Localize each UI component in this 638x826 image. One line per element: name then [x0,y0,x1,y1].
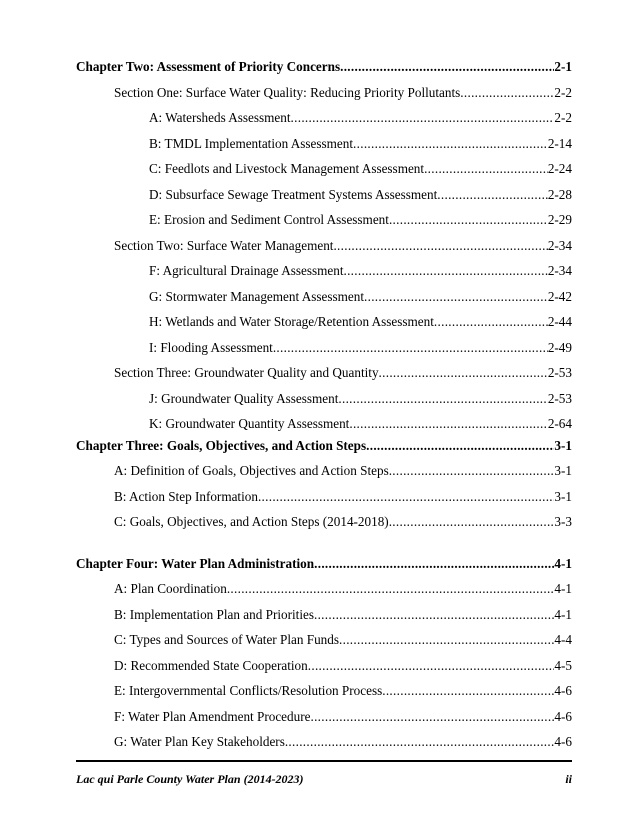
toc-entry-title: H: Wetlands and Water Storage/Retention Assessment [149,314,434,329]
toc-dot-leader [424,160,548,178]
toc-dot-leader [333,237,547,255]
toc-entry-page: 2-64 [547,416,572,431]
toc-entry-title: F: Water Plan Amendment Procedure [114,709,311,724]
toc-entry-title: E: Intergovernmental Conflicts/Resolution Process [114,683,383,698]
toc-dot-leader [437,186,548,204]
toc-chapter-entry[interactable] [76,58,572,76]
toc-subsection-entry[interactable] [149,135,572,153]
toc-entry-title: A: Definition of Goals, Objectives and Action Steps [114,463,389,478]
toc-dot-leader [389,462,555,480]
toc-dot-leader [308,657,555,675]
toc-dot-leader [314,555,554,573]
toc-entry-title: G: Water Plan Key Stakeholders [114,734,285,749]
toc-entry-title: Chapter Two: Assessment of Priority Concerns [76,59,341,74]
toc-subsection-entry[interactable] [149,339,572,357]
toc-entry-page: 2-34 [547,238,572,253]
toc-chapter-entry[interactable] [76,437,572,455]
toc-dot-leader [460,84,554,102]
toc-entry-title: Section Three: Groundwater Quality and Quantity [114,365,379,380]
toc-dot-leader [314,606,554,624]
toc-entry-title: I: Flooding Assessment [149,340,273,355]
toc-entry-title: G: Stormwater Management Assessment [149,289,364,304]
footer-divider [76,760,572,762]
toc-section-entry[interactable] [114,631,572,649]
toc-entry-page: 3-1 [554,489,572,504]
toc-dot-leader [273,339,548,357]
toc-dot-leader [389,211,548,229]
toc-entry-page: 2-44 [547,314,572,329]
toc-entry-page: 2-28 [547,187,572,202]
toc-entry-title: D: Subsurface Sewage Treatment Systems Assessment [149,187,438,202]
toc-entry-page: 4-1 [554,581,572,596]
toc-entry-title: A: Plan Coordination [114,581,227,596]
toc-section-entry[interactable] [114,580,572,598]
toc-entry-page: 4-1 [554,556,572,571]
toc-entry-title: D: Recommended State Cooperation [114,658,308,673]
toc-entry-page: 2-2 [554,110,572,125]
toc-dot-leader [382,682,554,700]
toc-subsection-entry[interactable] [149,313,572,331]
toc-entry-page: 2-1 [554,59,572,74]
toc-dot-leader [349,415,547,433]
toc-dot-leader [310,708,554,726]
toc-entry-title: J: Groundwater Quality Assessment [149,391,339,406]
toc-chapter-entry[interactable] [76,555,572,573]
toc-entry-page: 2-24 [547,161,572,176]
toc-subsection-entry[interactable] [149,262,572,280]
toc-entry-page: 2-49 [547,340,572,355]
toc-section-entry[interactable] [114,657,572,675]
toc-entry-title: F: Agricultural Drainage Assessment [149,263,344,278]
toc-dot-leader [353,135,548,153]
toc-subsection-entry[interactable] [149,109,572,127]
toc-subsection-entry[interactable] [149,415,572,433]
toc-section-entry[interactable] [114,733,572,751]
toc-entry-page: 4-6 [554,683,572,698]
toc-section-entry[interactable] [114,84,572,102]
toc-section-entry[interactable] [114,237,572,255]
toc-subsection-entry[interactable] [149,160,572,178]
toc-entry-page: 4-4 [554,632,572,647]
page-footer [76,770,572,788]
toc-entry-page: 3-3 [554,514,572,529]
toc-dot-leader [339,631,554,649]
toc-section-entry[interactable] [114,708,572,726]
toc-entry-title: Chapter Three: Goals, Objectives, and Action Steps [76,438,367,453]
toc-entry-page: 4-1 [554,607,572,622]
toc-entry-title: Section One: Surface Water Quality: Reducing Priority Pollutants [114,85,461,100]
toc-entry-page: 3-1 [554,438,572,453]
toc-entry-page: 2-53 [547,391,572,406]
toc-dot-leader [227,580,555,598]
toc-section-entry[interactable] [114,682,572,700]
toc-entry-title: C: Goals, Objectives, and Action Steps (2014-2018) [114,514,389,529]
toc-entry-title: B: TMDL Implementation Assessment [149,136,354,151]
footer-page-number: ii [565,771,572,786]
toc-dot-leader [258,488,554,506]
toc-entry-title: C: Feedlots and Livestock Management Assessment [149,161,425,176]
toc-dot-leader [366,437,554,455]
toc-dot-leader [340,58,554,76]
toc-subsection-entry[interactable] [149,211,572,229]
toc-entry-page: 2-29 [547,212,572,227]
footer-title: Lac qui Parle County Water Plan (2014-2023) [76,771,304,786]
toc-dot-leader [285,733,555,751]
toc-dot-leader [291,109,555,127]
toc-section-entry[interactable] [114,462,572,480]
toc-entry-page: 2-53 [547,365,572,380]
toc-section-entry[interactable] [114,513,572,531]
toc-subsection-entry[interactable] [149,186,572,204]
toc-entry-title: C: Types and Sources of Water Plan Funds [114,632,339,647]
toc-entry-page: 4-6 [554,709,572,724]
toc-entry-title: K: Groundwater Quantity Assessment [149,416,350,431]
toc-entry-title: E: Erosion and Sediment Control Assessment [149,212,389,227]
toc-dot-leader [343,262,547,280]
toc-dot-leader [364,288,548,306]
toc-dot-leader [389,513,555,531]
toc-subsection-entry[interactable] [149,390,572,408]
toc-entry-title: Section Two: Surface Water Management [114,238,334,253]
toc-entry-page: 2-14 [547,136,572,151]
toc-entry-page: 2-2 [554,85,572,100]
toc-entry-page: 4-5 [554,658,572,673]
toc-entry-page: 2-34 [547,263,572,278]
toc-dot-leader [434,313,548,331]
toc-entry-title: Chapter Four: Water Plan Administration [76,556,315,571]
toc-dot-leader [379,364,548,382]
toc-section-entry[interactable] [114,364,572,382]
toc-section-entry[interactable] [114,488,572,506]
toc-entry-title: A: Watersheds Assessment [149,110,291,125]
toc-subsection-entry[interactable] [149,288,572,306]
toc-dot-leader [338,390,547,408]
toc-entry-page: 2-42 [547,289,572,304]
toc-entry-title: B: Action Step Information [114,489,258,504]
toc-entry-page: 3-1 [554,463,572,478]
toc-entry-title: B: Implementation Plan and Priorities [114,607,314,622]
toc-section-entry[interactable] [114,606,572,624]
toc-entry-page: 4-6 [554,734,572,749]
